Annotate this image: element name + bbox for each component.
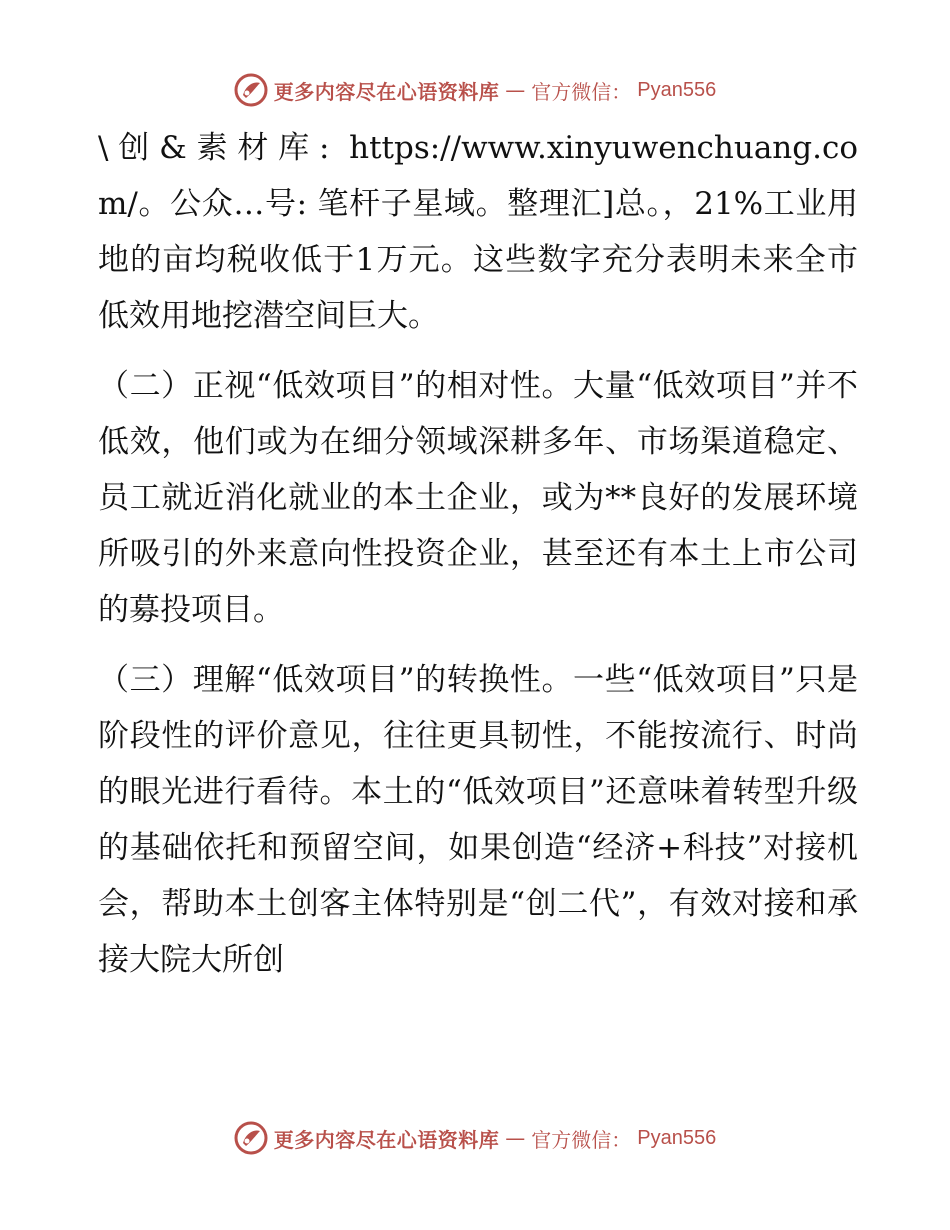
- footer-watermark: [0, 1118, 950, 1158]
- watermark-text: 更多内容尽在心语资料库: [273, 79, 500, 104]
- watermark-text: 更多内容尽在心语资料库: [273, 1127, 500, 1152]
- watermark-dash: —: [505, 78, 526, 102]
- seal-logo-icon: [234, 73, 268, 107]
- seal-logo-icon: [234, 1121, 268, 1155]
- watermark-wechat-id: Pyan556: [637, 1126, 717, 1149]
- paragraph-3: （三）理解“低效项目”的转换性。一些“低效项目”只是阶段性的评价意见，往往更具韧性，不能按流行、时尚的眼光进行看待。本土的“低效项目”还意味着转型升级的基础依托和预留空间，如果创造“经济+科技”对接机会，帮助本土创客主体特别是“创二代”，有效对接和承接大院大所创: [98, 662, 858, 978]
- document-body: [98, 120, 858, 988]
- watermark-dash: —: [505, 1126, 526, 1150]
- watermark-wechat-label: 官方微信：: [531, 1127, 632, 1152]
- watermark-wechat-label: 官方微信：: [531, 79, 632, 104]
- paragraph-2: （二）正视“低效项目”的相对性。大量“低效项目”并不低效，他们或为在细分领域深耕多年、市场渠道稳定、员工就近消化就业的本土企业，或为**良好的发展环境所吸引的外来意向性投资企业，甚至还有本土上市公司的募投项目。: [98, 368, 858, 628]
- paragraph-1: \创&素材库: https://www.xinyuwenchuang.com/。公众…号: 笔杆子星域。整理汇]总。，21%工业用地的亩均税收低于1万元。这些数字充分表明未来全市低效用地挖潜空间巨大。: [98, 130, 858, 334]
- header-watermark: [0, 70, 950, 110]
- watermark-wechat-id: Pyan556: [637, 78, 717, 101]
